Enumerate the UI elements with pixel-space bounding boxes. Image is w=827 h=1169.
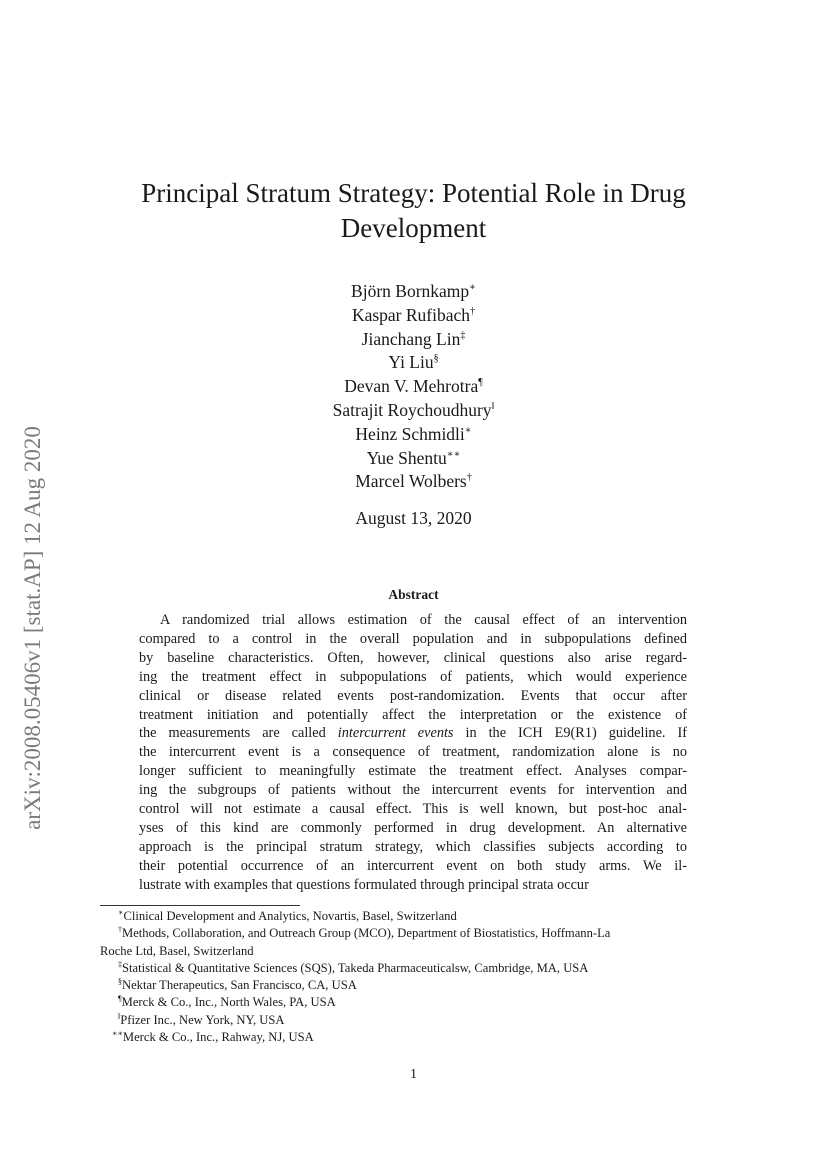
abstract-line: clinical or disease related events post-randomization. Events that occur after [139, 687, 687, 704]
title-line: Development [340, 213, 487, 243]
author: Heinz Schmidli∗ [355, 423, 472, 444]
title-line: Principal Stratum Strategy: Potential Role in Drug [141, 178, 686, 208]
footnote-continuation: Roche Ltd, Basel, Switzerland [100, 943, 254, 958]
author: Devan V. Mehrotra¶ [344, 376, 483, 397]
abstract-line: approach is the principal stratum strategy, which classifies subjects according to [139, 838, 687, 855]
abstract-line: the intercurrent event is a consequence of treatment, randomization alone is no [139, 744, 687, 761]
abstract-line: A randomized trial allows estimation of the causal effect of an intervention [160, 612, 687, 628]
author: Marcel Wolbers† [355, 471, 472, 492]
abstract-line: their potential occurrence of an intercurrent event on both study arms. We il- [139, 857, 687, 874]
author: Kaspar Rufibach† [351, 304, 476, 325]
paper-title [0, 176, 827, 246]
page-number: 1 [410, 1067, 417, 1082]
arxiv-stamp: arXiv:2008.05406v1 [stat.AP] 12 Aug 2020 [20, 426, 45, 830]
footnotes [100, 908, 730, 1046]
abstract-line: treatment initiation and potentially affect the interpretation or the existence of [139, 706, 687, 723]
footnote: ¶Merck & Co., Inc., North Wales, PA, USA [118, 994, 336, 1010]
footnote: §Nektar Therapeutics, San Francisco, CA, USA [118, 977, 357, 993]
author: Yi Liu§ [388, 352, 439, 373]
author: Yue Shentu∗∗ [366, 447, 461, 468]
abstract-line: lustrate with examples that questions formulated through principal strata occur [139, 876, 589, 893]
author-list [0, 280, 827, 494]
abstract-body [139, 611, 687, 895]
author: Björn Bornkamp∗ [351, 281, 476, 301]
abstract-line: longer sufficient to meaningfully estimate the treatment effect. Analyses compar- [139, 763, 687, 780]
abstract-line: control will not estimate a causal effect. This is well known, but post-hoc anal- [139, 801, 687, 818]
abstract-line: compared to a control in the overall population and in subpopulations defined [139, 630, 687, 647]
footnote: ‖Pfizer Inc., New York, NY, USA [118, 1011, 285, 1027]
abstract-line: by baseline characteristics. Often, however, clinical questions also arise regard- [139, 649, 687, 666]
author: Satrajit Roychoudhury‖ [332, 399, 495, 420]
footnote: ‡Statistical & Quantitative Sciences (SQS), Takeda Pharmaceuticalsw, Cambridge, MA, USA [118, 959, 589, 975]
footnote: ∗∗Merck & Co., Inc., Rahway, NJ, USA [112, 1029, 314, 1045]
paper-date: August 13, 2020 [355, 508, 472, 528]
italic-term: intercurrent events [337, 725, 454, 742]
abstract-heading: Abstract [388, 587, 439, 602]
abstract-line: ing the subgroups of patients without the intercurrent events for intervention and [139, 782, 687, 799]
footnote-rule [100, 905, 300, 906]
author: Jianchang Lin‡ [361, 328, 466, 349]
footnote: ∗Clinical Development and Analytics, Novartis, Basel, Switzerland [118, 908, 457, 923]
abstract-line: yses of this kind are commonly performed in drug development. An alternative [139, 819, 687, 836]
abstract-line: ing the treatment effect in subpopulations of patients, which would experience [139, 668, 687, 685]
abstract-line: the measurements are called intercurrent events in the ICH E9(R1) guideline. If [139, 725, 687, 742]
footnote: †Methods, Collaboration, and Outreach Group (MCO), Department of Biostatistics, Hoffmann-La [118, 925, 611, 941]
